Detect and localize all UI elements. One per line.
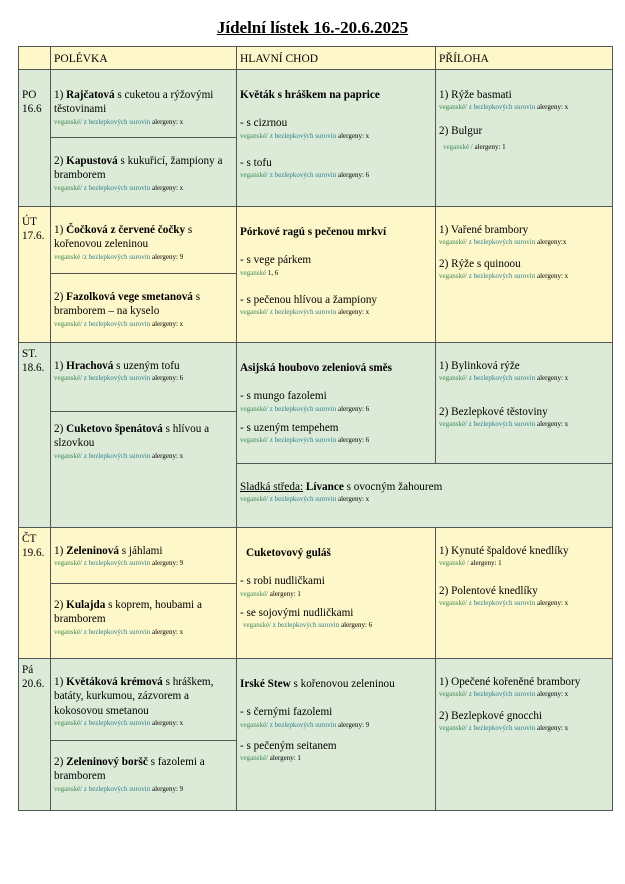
- soup-name: Čočková z červené čočky: [66, 224, 186, 236]
- diet-tag: veganské/ z bezlepkových surovin alergeny: x: [240, 308, 370, 317]
- soup-name: Kapustová: [66, 155, 118, 167]
- day-cell-tue: [19, 207, 51, 343]
- soup-desc: s uzeným tofu: [116, 360, 180, 372]
- soup-desc: s bramborem – na kyselo: [54, 291, 201, 318]
- main-cell: [237, 70, 436, 207]
- side-item: 2) Polentové knedlíky: [439, 584, 538, 597]
- soup-desc: s koprem, houbami a bramborem: [54, 599, 202, 626]
- day-date: 19.6.: [22, 547, 45, 560]
- diet-tag: veganské/ z bezlepkových surovin alergeny: x: [439, 272, 569, 281]
- sweet-desc: s ovocným žahourem: [346, 481, 443, 493]
- main-option: - s uzeným tempehem: [240, 422, 339, 435]
- day-date: 16.6: [22, 103, 42, 116]
- soup-name: Zeleninový boršč: [66, 756, 148, 768]
- main-title: Květák s hráškem na paprice: [240, 89, 380, 101]
- soup-cell: [51, 741, 237, 811]
- day-row-thu-1: [19, 528, 613, 584]
- side-cell: [436, 70, 613, 207]
- soup-cell: [51, 343, 237, 412]
- soup-name: Hrachová: [66, 360, 114, 372]
- diet-tag: veganské/ z bezlepkových surovin alergeny: x: [240, 131, 370, 140]
- soup-desc: s kořenovou zeleninou: [54, 224, 193, 251]
- soup-num: 1): [54, 224, 64, 236]
- day-name: ST.: [22, 348, 38, 360]
- diet-tag: veganské 1, 6: [240, 268, 279, 277]
- diet-tag: veganské / alergeny: 1: [443, 143, 506, 152]
- side-item: 1) Kynuté špaldové knedlíky: [439, 545, 569, 557]
- soup-cell: [51, 528, 237, 584]
- diet-tag: veganské/ z bezlepkových surovin alergeny: x: [240, 495, 370, 504]
- side-item: 1) Rýže basmati: [439, 89, 512, 101]
- side-item: 1) Opečené kořeněné brambory: [439, 676, 581, 688]
- soup-name: Fazolková vege smetanová: [66, 291, 193, 303]
- main-option: - s vege párkem: [240, 254, 312, 267]
- main-cell: [237, 343, 436, 464]
- soup-num: 2): [54, 423, 64, 435]
- side-item: 2) Rýže s quinoou: [439, 257, 521, 270]
- menu-table: [18, 46, 613, 811]
- soup-num: 2): [54, 599, 64, 611]
- day-date: 18.6.: [22, 362, 45, 375]
- main-option: - s mungo fazolemi: [240, 390, 327, 403]
- soup-cell: [51, 274, 237, 343]
- soup-num: 2): [54, 291, 64, 303]
- day-cell-thu: [19, 528, 51, 659]
- diet-tag: veganské/ z bezlepkových surovin alergeny: 6: [240, 404, 370, 413]
- soup-desc: s kukuřicí, žampiony a bramborem: [54, 155, 223, 182]
- soup-desc: s hráškem, batáty, kurkumou, zázvorem a kokosovou smetanou: [54, 676, 214, 717]
- diet-tag: veganské/ z bezlepkových surovin alergeny: x: [439, 374, 569, 383]
- diet-tag: veganské/ z bezlepkových surovin alergeny: 6: [240, 436, 370, 445]
- soup-num: 1): [54, 89, 64, 101]
- soup-num: 2): [54, 155, 64, 167]
- side-item: 2) Bezlepkové těstoviny: [439, 405, 548, 418]
- diet-tag: veganské/ z bezlepkových surovin alergeny: x: [54, 718, 184, 727]
- side-item: 1) Bylinková rýže: [439, 360, 520, 372]
- main-option: - s pečeným seitanem: [240, 740, 337, 753]
- soup-num: 1): [54, 676, 64, 688]
- diet-tag: veganské/ alergeny: 1: [240, 754, 301, 763]
- soup-num: 2): [54, 756, 64, 768]
- page-title: Jídelní lístek 16.-20.6.2025: [216, 18, 409, 37]
- soup-cell: [51, 412, 237, 528]
- header-row: [19, 47, 613, 70]
- sweet-label: Sladká středa:: [240, 481, 304, 493]
- day-name: ČT: [22, 533, 37, 545]
- main-title: Cuketovový guláš: [246, 547, 331, 559]
- day-cell-fri: [19, 659, 51, 811]
- diet-tag: veganské/ z bezlepkových surovin alergeny:x: [439, 238, 567, 247]
- main-title: Pórkové ragú s pečenou mrkví: [240, 226, 387, 238]
- diet-tag: veganské/ z bezlepkových surovin alergeny: 9: [54, 784, 184, 793]
- diet-tag: veganské/ z bezlepkových surovin alergeny: 6: [240, 171, 370, 180]
- soup-desc: s hlívou a slzovkou: [54, 423, 210, 450]
- diet-tag: veganské/ z bezlepkových surovin alergeny: x: [54, 183, 184, 192]
- day-name: PO: [22, 89, 37, 101]
- diet-tag: veganské/ z bezlepkových surovin alergeny: 6: [54, 374, 184, 383]
- soup-name: Zeleninová: [66, 545, 119, 557]
- main-option: - s robi nudličkami: [240, 575, 325, 588]
- diet-tag: veganské/ z bezlepkových surovin alergeny: 9: [54, 559, 184, 568]
- day-row-tue-1: [19, 207, 613, 274]
- soup-cell: [51, 207, 237, 274]
- diet-tag: veganské/ z bezlepkových surovin alergeny: x: [54, 451, 184, 460]
- side-item: 2) Bezlepkové gnocchi: [439, 709, 543, 722]
- sweet-name: Lívance: [305, 481, 344, 493]
- main-cell: [237, 659, 436, 811]
- day-date: 20.6.: [22, 678, 45, 691]
- soup-name: Kulajda: [66, 599, 106, 611]
- side-item: 1) Vařené brambory: [439, 224, 529, 236]
- main-title: Irské Stew s kořenovou zeleninou: [240, 678, 395, 690]
- diet-tag: veganské/ z bezlepkových surovin alergeny: x: [439, 690, 569, 699]
- diet-tag: veganské /z bezlepkových surovin alergeny: 9: [54, 252, 184, 261]
- soup-name: Cuketovo špenátová: [66, 423, 163, 435]
- soup-cell: [51, 584, 237, 659]
- diet-tag: veganské/ z bezlepkových surovin alergeny: 6: [243, 621, 373, 630]
- day-row-fri-1: [19, 659, 613, 741]
- diet-tag: veganské/ z bezlepkových surovin alergeny: x: [54, 319, 184, 328]
- soup-num: 1): [54, 360, 64, 372]
- main-option: - s cizrnou: [240, 117, 288, 130]
- soup-desc: s cuketou a rýžovými těstovinami: [54, 89, 214, 116]
- side-item: 2) Bulgur: [439, 124, 483, 137]
- diet-tag: veganské/ z bezlepkových surovin alergeny: x: [54, 627, 184, 636]
- soup-cell: [51, 138, 237, 207]
- side-cell: [436, 528, 613, 659]
- soup-cell: [51, 70, 237, 138]
- main-cell: [237, 528, 436, 659]
- soup-num: 1): [54, 545, 64, 557]
- diet-tag: veganské/ z bezlepkových surovin alergeny: x: [439, 420, 569, 429]
- day-cell-wed: [19, 343, 51, 528]
- diet-tag: veganské/ z bezlepkových surovin alergeny: x: [439, 599, 569, 608]
- soup-desc: s fazolemi a bramborem: [54, 756, 205, 783]
- main-option: - s pečenou hlívou a žampiony: [240, 294, 378, 307]
- header-main: HLAVNÍ CHOD: [237, 47, 436, 70]
- sweet-wednesday-cell: [237, 464, 613, 528]
- main-title: Asijská houbovo zeleniová směs: [240, 362, 392, 374]
- soup-name: Rajčatová: [66, 89, 115, 101]
- header-soup: POLÉVKA: [51, 47, 237, 70]
- soup-desc: s jáhlami: [121, 545, 163, 557]
- diet-tag: veganské/ z bezlepkových surovin alergeny: 9: [240, 720, 370, 729]
- header-side: PŘÍLOHA: [436, 47, 613, 70]
- diet-tag: veganské/ alergeny: 1: [240, 589, 301, 598]
- header-corner: [19, 47, 51, 70]
- day-name: Pá: [22, 664, 34, 676]
- soup-name: Květáková krémová: [66, 676, 163, 688]
- side-cell: [436, 659, 613, 811]
- main-option: - s černými fazolemi: [240, 706, 333, 719]
- main-option: - s tofu: [240, 157, 272, 170]
- soup-cell: [51, 659, 237, 741]
- diet-tag: veganské/ z bezlepkových surovin alergeny: x: [439, 724, 569, 733]
- diet-tag: veganské/ z bezlepkových surovin alergeny: x: [54, 117, 184, 126]
- side-cell: [436, 343, 613, 464]
- day-row-wed-1: [19, 343, 613, 412]
- day-name: ÚT: [22, 216, 37, 228]
- main-cell: [237, 207, 436, 343]
- main-option: - se sojovými nudličkami: [240, 607, 354, 620]
- diet-tag: veganské/ z bezlepkových surovin alergeny: x: [439, 103, 569, 112]
- side-cell: [436, 207, 613, 343]
- day-date: 17.6.: [22, 230, 45, 243]
- day-row-mon-1: [19, 70, 613, 138]
- day-cell-mon: [19, 70, 51, 207]
- diet-tag: veganské / alergeny: 1: [439, 559, 502, 568]
